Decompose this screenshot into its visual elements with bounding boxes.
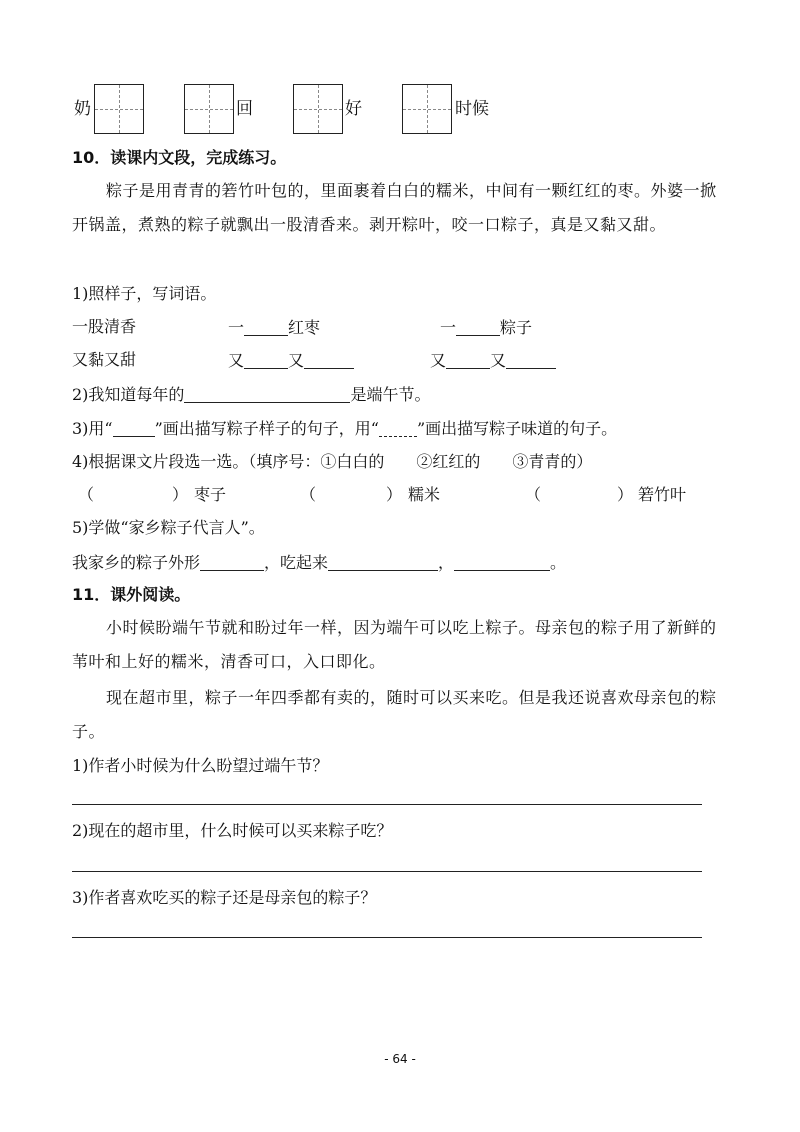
blank-b1b[interactable] <box>304 352 354 369</box>
writing-grid-box-3[interactable] <box>293 84 343 134</box>
q10-s5-end: 。 <box>550 553 567 572</box>
q10-s1-b2 <box>430 352 556 369</box>
grid-after-char-1: 回 <box>236 99 253 119</box>
q10-s1-example1: 一股清香 <box>72 317 137 336</box>
q10-s2-pre: 2)我知道每年的 <box>72 385 185 404</box>
q10-s1-b2-pre: 又 <box>430 351 447 370</box>
q10-s1-a2-pre: 一 <box>440 318 457 337</box>
q11-title: 11．课外阅读。 <box>72 585 191 604</box>
q10-s5-line <box>72 554 566 571</box>
q10-s5-pre: 我家乡的粽子外形 <box>72 553 201 572</box>
q10-s1-label: 1)照样子，写词语。 <box>72 284 217 303</box>
q10-s3-text2: ”画出描写粽子样子的句子，用“ <box>154 419 379 438</box>
q10-s1-b2-mid: 又 <box>490 351 507 370</box>
writing-grid-box-4[interactable] <box>402 84 452 134</box>
answer-line-1[interactable] <box>72 804 702 805</box>
q11-question-3: 3)作者喜欢吃买的粽子还是母亲包的粽子？ <box>72 888 377 907</box>
blank-b2b[interactable] <box>506 352 556 369</box>
q10-s1-b1 <box>228 352 354 369</box>
blank-b1a[interactable] <box>244 352 288 369</box>
wavy-line-sample <box>379 420 417 437</box>
q10-s1-a1-pre: 一 <box>228 318 245 337</box>
blank-s5-3[interactable] <box>454 554 550 571</box>
q10-s5-comma: ， <box>438 553 455 572</box>
q10-s1-a2-post: 粽子 <box>500 318 533 337</box>
q11-passage-1: 小时候盼端午节就和盼过年一样，因为端午可以吃上粽子。母亲包的粽子用了新鲜的苇叶和上好的糯米，清香可口，入口即化。 <box>72 618 717 671</box>
writing-grid-box-2[interactable] <box>184 84 234 134</box>
blank-s4-1[interactable] <box>98 484 168 506</box>
q10-s3-text1: 3)用“ <box>72 419 113 438</box>
q10-s4-open-3: （ <box>525 485 542 504</box>
straight-line-sample <box>113 420 155 437</box>
q10-s4-item2: 糯米 <box>408 485 441 504</box>
grid-prefix-char: 奶 <box>74 99 91 119</box>
q10-s1-a1-post: 红枣 <box>288 318 321 337</box>
blank-b2a[interactable] <box>446 352 490 369</box>
q10-s4-item3: 箬竹叶 <box>638 485 687 504</box>
blank-s4-3[interactable] <box>545 484 613 506</box>
blank-s4-2[interactable] <box>320 484 382 506</box>
q10-s2 <box>72 386 430 403</box>
q10-passage: 粽子是用青青的箬竹叶包的，里面裹着白白的糯米，中间有一颗红红的枣。外婆一掀开锅盖，煮熟的粽子就飘出一股清香来。剥开粽叶，咬一口粽子，真是又黏又甜。 <box>72 181 717 234</box>
writing-grid-box-1[interactable] <box>94 84 144 134</box>
grid-after-char-2: 好 <box>345 99 362 119</box>
q10-s3 <box>72 420 617 437</box>
q10-s3-text3: ”画出描写粽子味道的句子。 <box>416 419 618 438</box>
answer-line-3[interactable] <box>72 937 702 938</box>
q11-question-2: 2)现在的超市里，什么时候可以买来粽子吃？ <box>72 821 393 840</box>
q10-s4-open-2: （ <box>300 485 317 504</box>
blank-s5-2[interactable] <box>328 554 438 571</box>
q10-s1-a1 <box>228 319 320 336</box>
page-number: - 64 - <box>384 1052 416 1066</box>
q10-s4-close-1: ） <box>172 485 189 504</box>
q11-question-1: 1)作者小时候为什么盼望过端午节？ <box>72 756 329 775</box>
blank-s2[interactable] <box>184 386 350 403</box>
q10-s4-label: 4)根据课文片段选一选。（填序号：①白白的 ②红红的 ③青青的） <box>72 452 593 471</box>
q10-s4-close-3: ） <box>617 485 634 504</box>
q10-s4-close-2: ） <box>386 485 403 504</box>
q10-s5-label: 5)学做“家乡粽子代言人”。 <box>72 518 265 537</box>
q10-title: 10．读课内文段，完成练习。 <box>72 148 287 167</box>
q11-passage-2: 现在超市里，粽子一年四季都有卖的，随时可以买来吃。但是我还说喜欢母亲包的粽子。 <box>72 688 717 741</box>
answer-line-2[interactable] <box>72 871 702 872</box>
blank-s5-1[interactable] <box>200 554 264 571</box>
q10-s1-b1-pre: 又 <box>228 351 245 370</box>
blank-a1[interactable] <box>244 319 288 336</box>
blank-a2[interactable] <box>456 319 500 336</box>
q10-s1-b1-mid: 又 <box>288 351 305 370</box>
q10-s4-open-1: （ <box>78 485 95 504</box>
q10-s1-example2: 又黏又甜 <box>72 350 137 369</box>
grid-after-char-3: 时候 <box>455 99 489 119</box>
q10-s2-post: 是端午节。 <box>350 385 431 404</box>
q10-s1-a2 <box>440 319 532 336</box>
q10-s5-mid: ，吃起来 <box>264 553 329 572</box>
q10-s4-item1: 枣子 <box>194 485 227 504</box>
